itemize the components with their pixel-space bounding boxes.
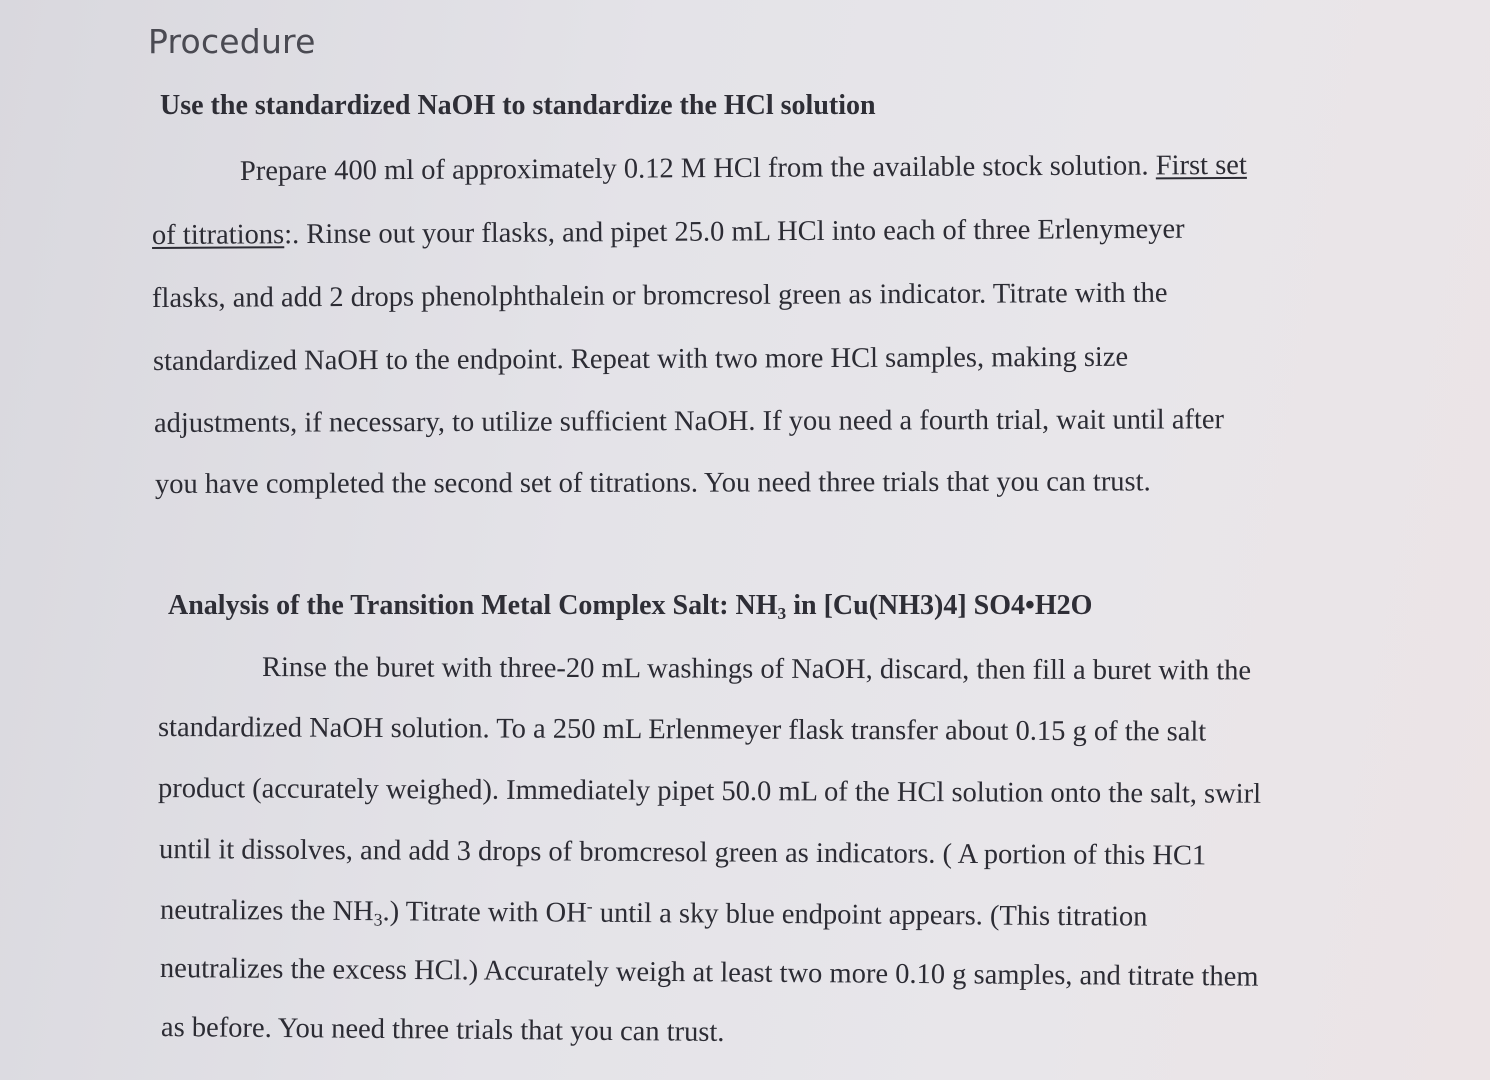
- page-title: Procedure: [148, 22, 316, 61]
- paragraph-line: Rinse the buret with three-20 mL washings of NaOH, discard, then fill a buret with the: [261, 652, 1252, 687]
- section-title-complex-salt-analysis: Analysis of the Transition Metal Complex Salt: $NH_3$ in [Cu(NH3)4] SO4•H2O: [168, 590, 1093, 624]
- paragraph-line: of titrations:. Rinse out your flasks, and pipet 25.0 mL HCl into each of three Erlenymeyer: [151, 213, 1185, 251]
- paragraph-line: you have completed the second set of titrations. You need three trials that you can trust.: [154, 466, 1151, 500]
- paragraph-line: neutralizes the excess HCl.) Accurately weigh at least two more 0.10 g samples, and titrate them: [159, 953, 1259, 993]
- section-title-standardize-hcl: Use the standardized NaOH to standardize the HCl solution: [160, 90, 876, 121]
- paragraph-line: standardized NaOH to the endpoint. Repeat with two more HCl samples, making size: [152, 341, 1129, 377]
- paragraph-line: flasks, and add 2 drops phenolphthalein or bromcresol green as indicator. Titrate with the: [151, 277, 1168, 314]
- paragraph-line: Prepare 400 ml of approximately 0.12 M HCl from the available stock solution. First set: [239, 149, 1247, 187]
- paragraph-line: until it dissolves, and add 3 drops of bromcresol green as indicators. ( A portion of this HC1: [158, 834, 1207, 872]
- paragraph-line: neutralizes the $NH_3$.) Titrate with OH- until a sky blue endpoint appears. (This titration: [159, 894, 1148, 933]
- paragraph-line: adjustments, if necessary, to utilize sufficient NaOH. If you need a fourth trial, wait until after: [153, 404, 1225, 439]
- paragraph-line: standardized NaOH solution. To a 250 mL Erlenmeyer flask transfer about 0.15 g of the salt: [157, 712, 1207, 748]
- paragraph-line: as before. You need three trials that you can trust.: [160, 1012, 725, 1048]
- paragraph-line: product (accurately weighed). Immediately pipet 50.0 mL of the HCl solution onto the salt, swirl: [157, 773, 1262, 810]
